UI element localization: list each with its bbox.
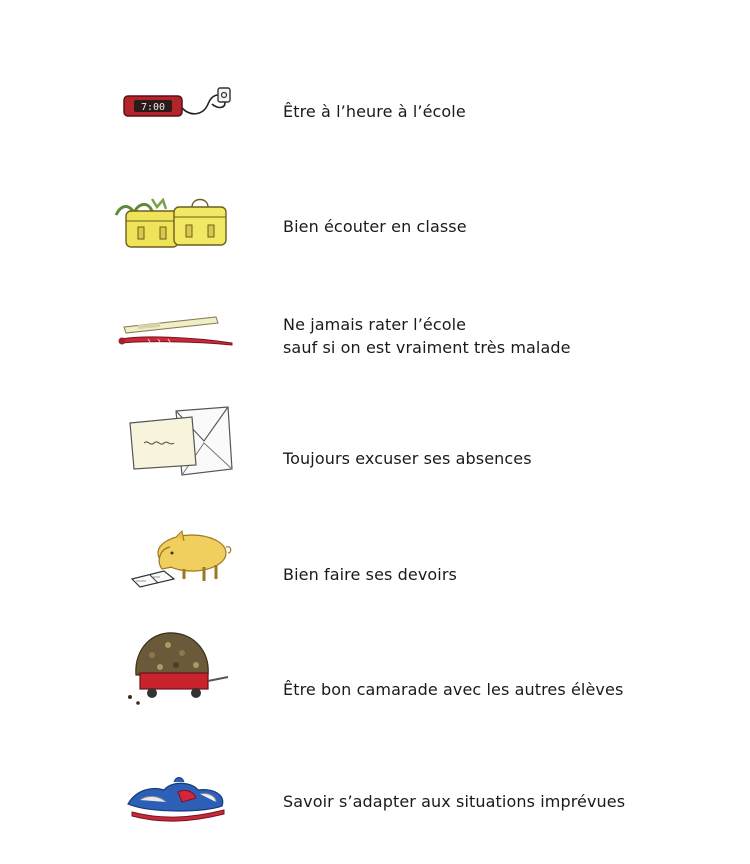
pig-reading-book-icon	[112, 525, 242, 605]
rule-line: Toujours excuser ses absences	[283, 449, 532, 468]
rule-text	[283, 215, 723, 238]
clock-display-text: 7:00	[140, 102, 166, 113]
crumpled-clothes-icon	[112, 760, 242, 830]
rule-line: Être bon camarade avec les autres élèves	[283, 680, 624, 699]
school-satchels-icon	[112, 185, 242, 265]
rule-line: Bien faire ses devoirs	[283, 565, 457, 584]
alarm-clock-icon	[112, 70, 242, 150]
rule-text	[283, 678, 723, 701]
rule-line: Être à l’heure à l’école	[283, 102, 466, 121]
rule-line: Savoir s’adapter aux situations imprévues	[283, 792, 626, 811]
rule-line: Ne jamais rater l’école	[283, 315, 467, 334]
rule-text	[283, 563, 723, 586]
rule-text	[283, 447, 723, 470]
rule-line: sauf si on est vraiment très malade	[283, 338, 571, 357]
excuse-letter-icon	[112, 405, 242, 485]
thermometer-icon	[112, 295, 242, 375]
wagon-with-nuts-icon	[112, 625, 242, 715]
rule-line: Bien écouter en classe	[283, 217, 467, 236]
rule-text	[283, 313, 723, 359]
rule-text	[283, 100, 723, 123]
rule-text	[283, 790, 723, 813]
